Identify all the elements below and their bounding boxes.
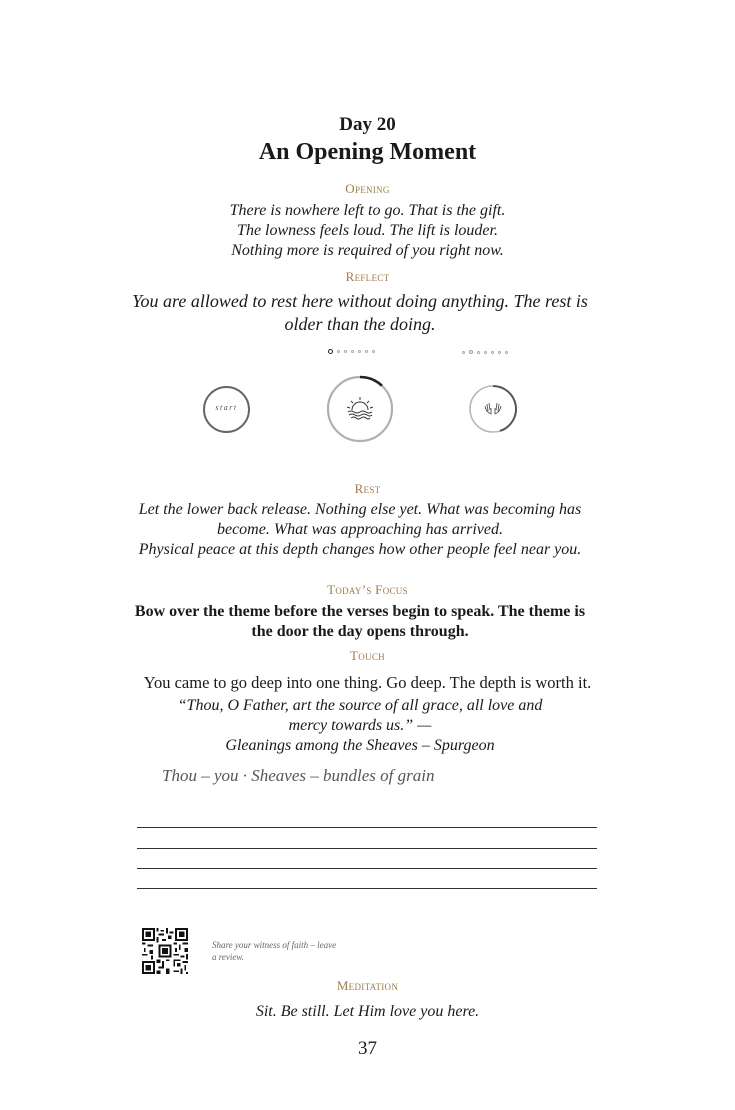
- rest-heading: Rest: [354, 481, 381, 496]
- start-label: start: [215, 403, 238, 412]
- meditation-text: Sit. Be still. Let Him love you here.: [255, 1003, 480, 1020]
- dot-current: [469, 350, 473, 354]
- opening-heading: Opening: [345, 181, 390, 196]
- opening-line: The lowness feels loud. The lift is louder.: [237, 222, 498, 239]
- session-dots-left: [328, 349, 375, 354]
- open-hands-icon: [485, 403, 501, 414]
- review-prompt: Share your witness of faith – leave a review.: [212, 940, 337, 962]
- dot-active: [328, 349, 333, 354]
- meditation-heading: Meditation: [336, 978, 399, 993]
- writing-line[interactable]: [137, 888, 597, 889]
- writing-line[interactable]: [137, 827, 597, 828]
- focus-heading: Today’s Focus: [327, 582, 408, 597]
- practice-ring[interactable]: [468, 384, 518, 434]
- session-dots-right: [462, 350, 508, 354]
- qr-code[interactable]: [142, 928, 188, 974]
- dot: [365, 350, 368, 353]
- dot: [351, 350, 354, 353]
- opening-line: There is nowhere left to go. That is the gift.: [229, 202, 506, 219]
- dot: [358, 350, 361, 353]
- day-label: Day 20: [339, 114, 396, 135]
- page-number: 37: [358, 1038, 377, 1059]
- writing-line[interactable]: [137, 848, 597, 849]
- dot: [372, 350, 375, 353]
- reflect-heading: Reflect: [345, 269, 390, 284]
- opening-text: [0, 201, 735, 261]
- rest-line: Physical peace at this depth changes how other people feel near you.: [138, 541, 582, 558]
- touch-heading: Touch: [350, 648, 385, 663]
- quote-text: “Thou, O Father, art the source of all grace, all love and mercy towards us.” —: [177, 697, 543, 734]
- focus-text: Bow over the theme before the verses begin to speak. The theme is the door the day opens through.: [134, 603, 586, 640]
- timer-ring[interactable]: [325, 374, 395, 444]
- writing-line[interactable]: [137, 868, 597, 869]
- dot: [505, 351, 508, 354]
- quote-source: Gleanings among the Sheaves – Spurgeon: [225, 737, 495, 754]
- touch-text: You came to go deep into one thing. Go deep. The depth is worth it.: [143, 673, 592, 692]
- rest-line: Let the lower back release. Nothing else yet. What was becoming has become. What was approaching has arrived.: [138, 501, 582, 538]
- glossary-note: Thou – you · Sheaves – bundles of grain: [162, 766, 435, 785]
- start-button[interactable]: [203, 386, 250, 433]
- rest-text: [120, 500, 600, 560]
- dot: [491, 351, 494, 354]
- page-title: An Opening Moment: [258, 139, 477, 165]
- dot: [477, 351, 480, 354]
- dot: [462, 351, 465, 354]
- dot: [344, 350, 347, 353]
- dot: [484, 351, 487, 354]
- timer-progress-arc: [360, 377, 382, 386]
- dot: [498, 351, 501, 354]
- scripture-quote: [160, 696, 560, 756]
- dot: [337, 350, 340, 353]
- reflect-text: You are allowed to rest here without doing anything. The rest is older than the doing.: [132, 291, 588, 334]
- opening-line: Nothing more is required of you right now.: [231, 242, 504, 259]
- sunrise-icon: [347, 397, 373, 419]
